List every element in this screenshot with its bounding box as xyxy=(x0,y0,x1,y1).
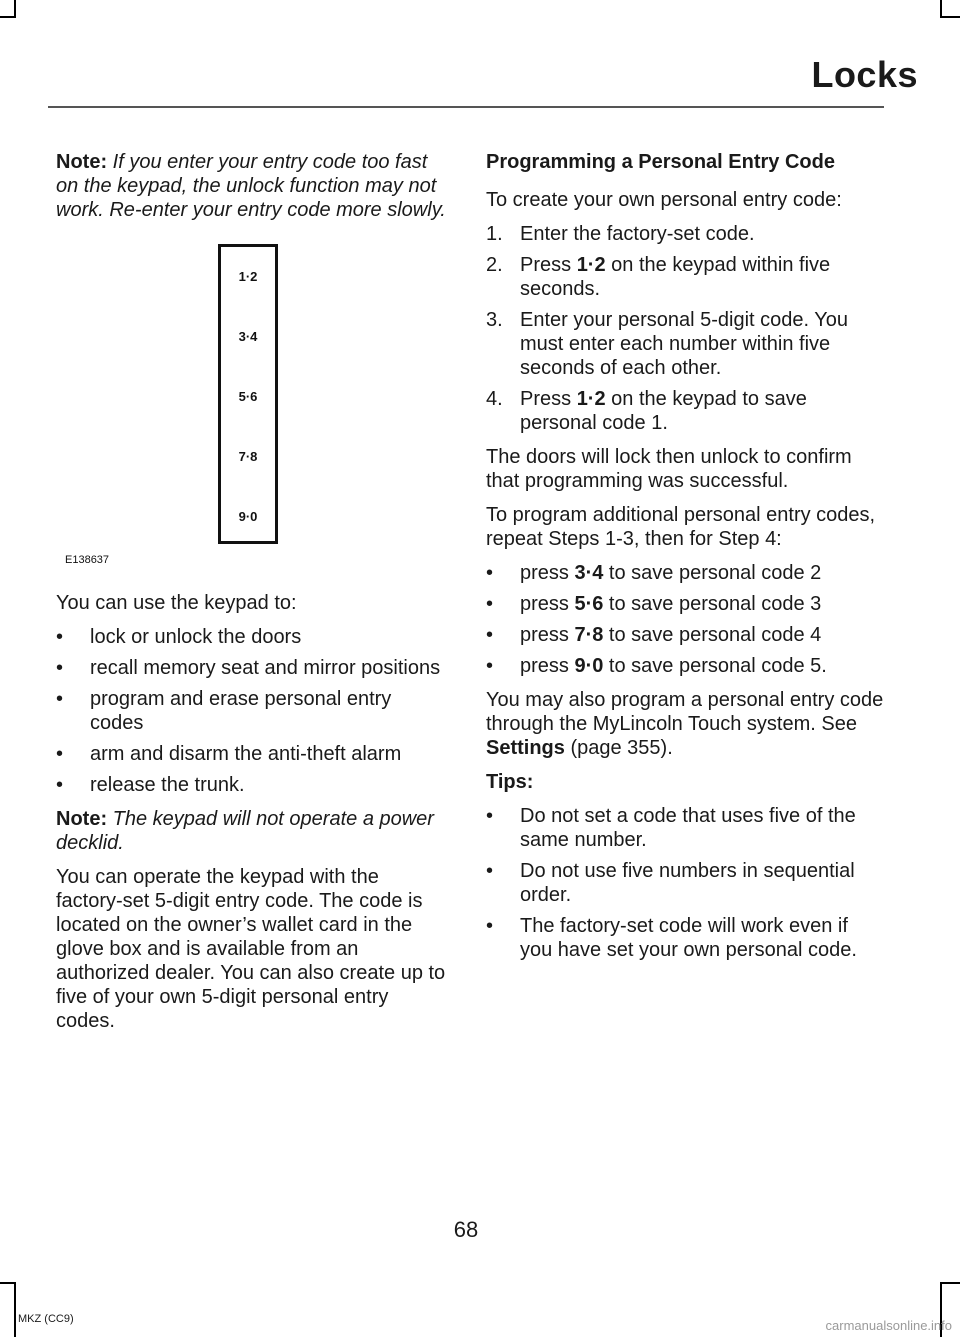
step-text: on the keypad within five seconds. xyxy=(520,254,831,300)
bullet: • xyxy=(486,860,494,882)
keypad-key: 5·6 xyxy=(238,389,258,404)
key-label: 7·8 xyxy=(574,624,604,646)
step-key: 1·2 xyxy=(576,388,606,410)
list-item-text: program and erase personal entry codes xyxy=(90,688,392,734)
bullet: • xyxy=(486,562,494,584)
list-item-text: to save personal code 3 xyxy=(603,593,822,615)
step-item xyxy=(486,308,884,380)
bullet: • xyxy=(486,593,494,615)
list-item-text: to save personal code 2 xyxy=(603,562,822,584)
list-item-text: arm and disarm the anti-theft alarm xyxy=(90,743,402,765)
step-text: Enter the factory-set code. xyxy=(520,223,755,245)
step-text: Press xyxy=(520,254,577,276)
keypad-graphic xyxy=(218,244,278,544)
bullet: • xyxy=(56,688,64,710)
footer-model: MKZ (CC9) xyxy=(18,1313,74,1325)
step-key: 1·2 xyxy=(576,254,606,276)
list-item xyxy=(56,773,448,797)
keypad-intro: You can use the keypad to: xyxy=(56,592,297,614)
step-item xyxy=(486,222,884,246)
list-item-text: release the trunk. xyxy=(90,774,245,796)
list-item-text: press xyxy=(520,624,575,646)
crop-mark xyxy=(0,1282,16,1284)
list-item-text: press xyxy=(520,655,575,677)
list-item-text: recall memory seat and mirror positions xyxy=(90,657,441,679)
header-divider xyxy=(48,106,884,108)
left-column xyxy=(56,150,448,1043)
list-item xyxy=(56,625,448,649)
page-number: 68 xyxy=(453,1217,479,1242)
mylincoln-paragraph xyxy=(486,688,884,760)
bullet: • xyxy=(56,774,64,796)
figure-id: E138637 xyxy=(65,554,110,566)
list-item xyxy=(486,804,884,852)
tips-list xyxy=(486,804,884,962)
section-heading: Programming a Personal Entry Code xyxy=(486,151,835,173)
list-item xyxy=(486,859,884,907)
list-item-text: press xyxy=(520,593,575,615)
list-item-text: to save personal code 4 xyxy=(603,624,822,646)
page-title: Locks xyxy=(811,54,918,95)
factory-code-paragraph: You can operate the keypad with the factory-set 5-digit entry code. The code is located on the owner’s wallet card in the glove box and is available from an authorized dealer. You can also create up to five of your own 5-digit personal entry codes. xyxy=(56,866,446,1032)
list-item xyxy=(56,656,448,680)
paragraph-text: (page 355). xyxy=(564,737,673,759)
list-item xyxy=(56,742,448,766)
keypad-key: 1·2 xyxy=(238,269,258,284)
list-item xyxy=(486,654,884,678)
key-label: 3·4 xyxy=(574,562,604,584)
key-label: 5·6 xyxy=(574,593,604,615)
keypad-illustration xyxy=(56,232,448,577)
list-item-text: lock or unlock the doors xyxy=(90,626,302,648)
list-item xyxy=(486,561,884,585)
bullet: • xyxy=(486,915,494,937)
crop-mark xyxy=(14,1282,16,1337)
step-item xyxy=(486,387,884,435)
step-number: 4. xyxy=(486,388,503,410)
note-text: The keypad will not operate a power decklid. xyxy=(56,808,434,854)
note-label: Note: xyxy=(56,808,108,830)
bullet: • xyxy=(486,805,494,827)
list-item-text: The factory-set code will work even if you have set your own personal code. xyxy=(520,915,857,961)
list-item xyxy=(56,687,448,735)
list-item-text: press xyxy=(520,562,575,584)
list-item xyxy=(486,914,884,962)
step-item xyxy=(486,253,884,301)
right-column xyxy=(486,150,884,972)
step-number: 1. xyxy=(486,223,503,245)
list-item-text: to save personal code 5. xyxy=(603,655,827,677)
list-item-text: Do not use five numbers in sequential order. xyxy=(520,860,855,906)
list-item xyxy=(486,592,884,616)
step-number: 3. xyxy=(486,309,503,331)
section-intro: To create your own personal entry code: xyxy=(486,189,842,211)
list-item-text: Do not set a code that uses five of the same number. xyxy=(520,805,856,851)
key-label: 9·0 xyxy=(574,655,604,677)
bullet: • xyxy=(486,624,494,646)
step-text: Enter your personal 5-digit code. You must enter each number within five seconds of each other. xyxy=(520,309,848,379)
list-item xyxy=(486,623,884,647)
paragraph-text: You may also program a personal entry code through the MyLincoln Touch system. See xyxy=(486,689,884,735)
note-text: If you enter your entry code too fast on the keypad, the unlock function may not work. Re-enter your entry code more slowly. xyxy=(56,151,446,221)
step-text: Press xyxy=(520,388,577,410)
bullet: • xyxy=(56,626,64,648)
settings-reference: Settings xyxy=(486,737,565,759)
bullet: • xyxy=(56,657,64,679)
save-codes-list xyxy=(486,561,884,678)
crop-mark xyxy=(940,1282,960,1284)
keypad-key: 7·8 xyxy=(238,449,258,464)
confirm-paragraph: The doors will lock then unlock to confirm that programming was successful. xyxy=(486,446,852,492)
keypad-uses-list xyxy=(56,625,448,797)
tips-label xyxy=(486,770,884,794)
crop-mark xyxy=(940,16,960,18)
step-number: 2. xyxy=(486,254,503,276)
note-keypad-speed xyxy=(56,150,448,222)
keypad-key: 3·4 xyxy=(238,329,258,344)
tips-label-text: Tips: xyxy=(486,771,534,793)
note-decklid xyxy=(56,807,448,855)
bullet: • xyxy=(56,743,64,765)
additional-codes-paragraph: To program additional personal entry codes, repeat Steps 1-3, then for Step 4: xyxy=(486,504,876,550)
keypad-key: 9·0 xyxy=(238,509,258,524)
bullet: • xyxy=(486,655,494,677)
watermark: carmanualsonline.info xyxy=(825,1318,952,1333)
note-label: Note: xyxy=(56,151,108,173)
crop-mark xyxy=(0,16,16,18)
programming-steps xyxy=(486,222,884,435)
step-text: on the keypad to save personal code 1. xyxy=(520,388,807,434)
